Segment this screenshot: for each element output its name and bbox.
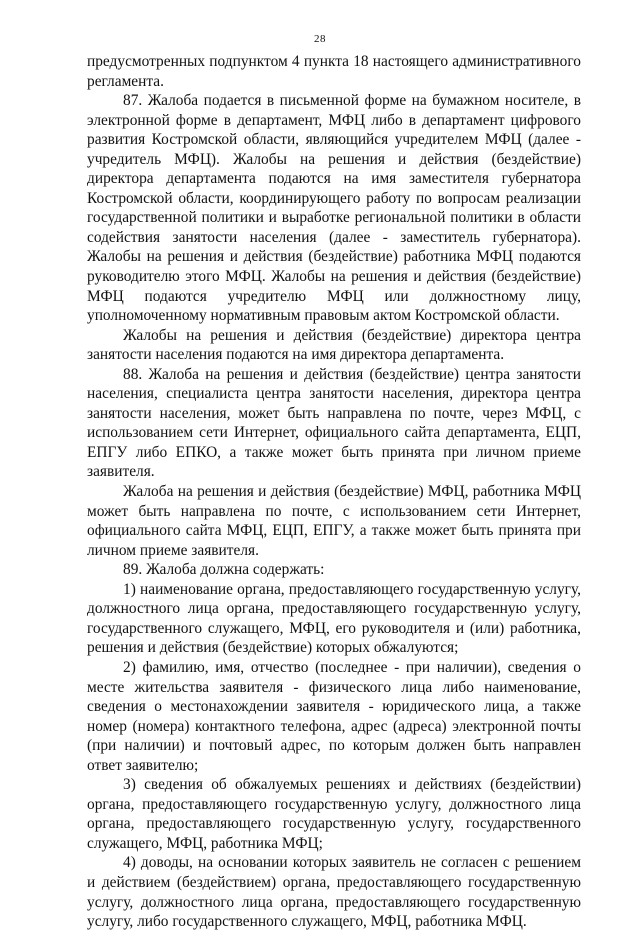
- paragraph-88: 88. Жалоба на решения и действия (бездействие) центра занятости населения, специалиста центра занятости населения, директора центра занятости населения, может быть направлена по почте, через МФЦ, с использованием сети Интернет, официального сайта департамента, ЕЦП, ЕПГУ либо ЕПКО, а также может быть принята при личном приеме заявителя.: [87, 365, 581, 481]
- list-item-4: 4) доводы, на основании которых заявитель не согласен с решением и действием (бездействием) органа, предоставляющего государственную услугу, должностного лица органа, предоставляющего государственную услугу, либо государственного служащего, МФЦ, работника МФЦ.: [87, 854, 581, 931]
- list-item-2: 2) фамилию, имя, отчество (последнее - при наличии), сведения о месте жительства заявителя - физического лица либо наименование, сведения о местонахождении заявителя - юридического лица, а также номер (номера) контактного телефона, адрес (адреса) электронной почты (при наличии) и почтовый адрес, по которым должен быть направлен ответ заявителю;: [87, 658, 581, 774]
- paragraph-88-mfc-complaints: Жалоба на решения и действия (бездействие) МФЦ, работника МФЦ может быть направлена по почте, с использованием сети Интернет, официального сайта МФЦ, ЕЦП, ЕПГУ, а также может быть принята при личном приеме заявителя.: [87, 483, 581, 559]
- paragraph-89: 89. Жалоба должна содержать:: [123, 561, 325, 579]
- list-item-3: 3) сведения об обжалуемых решениях и действиях (бездействии) органа, предоставляющего государственную услугу, должностного лица органа, предоставляющего государственную услугу, государственного служащего, МФЦ, работника МФЦ;: [87, 776, 581, 852]
- paragraph-87-director-complaints: Жалобы на решения и действия (бездействие) директора центра занятости населения подаются на имя директора департамента.: [87, 326, 581, 364]
- document-body: [87, 52, 581, 932]
- list-item-1: 1) наименование органа, предоставляющего государственную услугу, должностного лица органа, предоставляющего государственную услугу, государственного служащего, МФЦ, его руководителя и (или) работника, решения и действия (бездействие) которых обжалуются;: [87, 580, 581, 657]
- paragraph-continuation: предусмотренных подпунктом 4 пункта 18 настоящего административного регламента.: [87, 53, 581, 90]
- page-number: 28: [314, 33, 326, 45]
- paragraph-87: 87. Жалоба подается в письменной форме на бумажном носителе, в электронной форме в департамент, МФЦ либо в департамент цифрового развития Костромской области, являющийся учредителем МФЦ (далее - учредитель МФЦ). Жалобы на решения и действия (бездействие) директора департамента подаются на имя заместителя губернатора Костромской области, координирующего работу по вопросам реализации государственной политики и выработке региональной политики в области содействия занятости населения (далее - заместитель губернатора). Жалобы на решения и действия (бездействие) работника МФЦ подаются руководителю этого МФЦ. Жалобы на решения и действия (бездействие) МФЦ подаются учредителю МФЦ или должностному лицу, уполномоченному нормативным правовым актом Костромской области.: [87, 92, 581, 325]
